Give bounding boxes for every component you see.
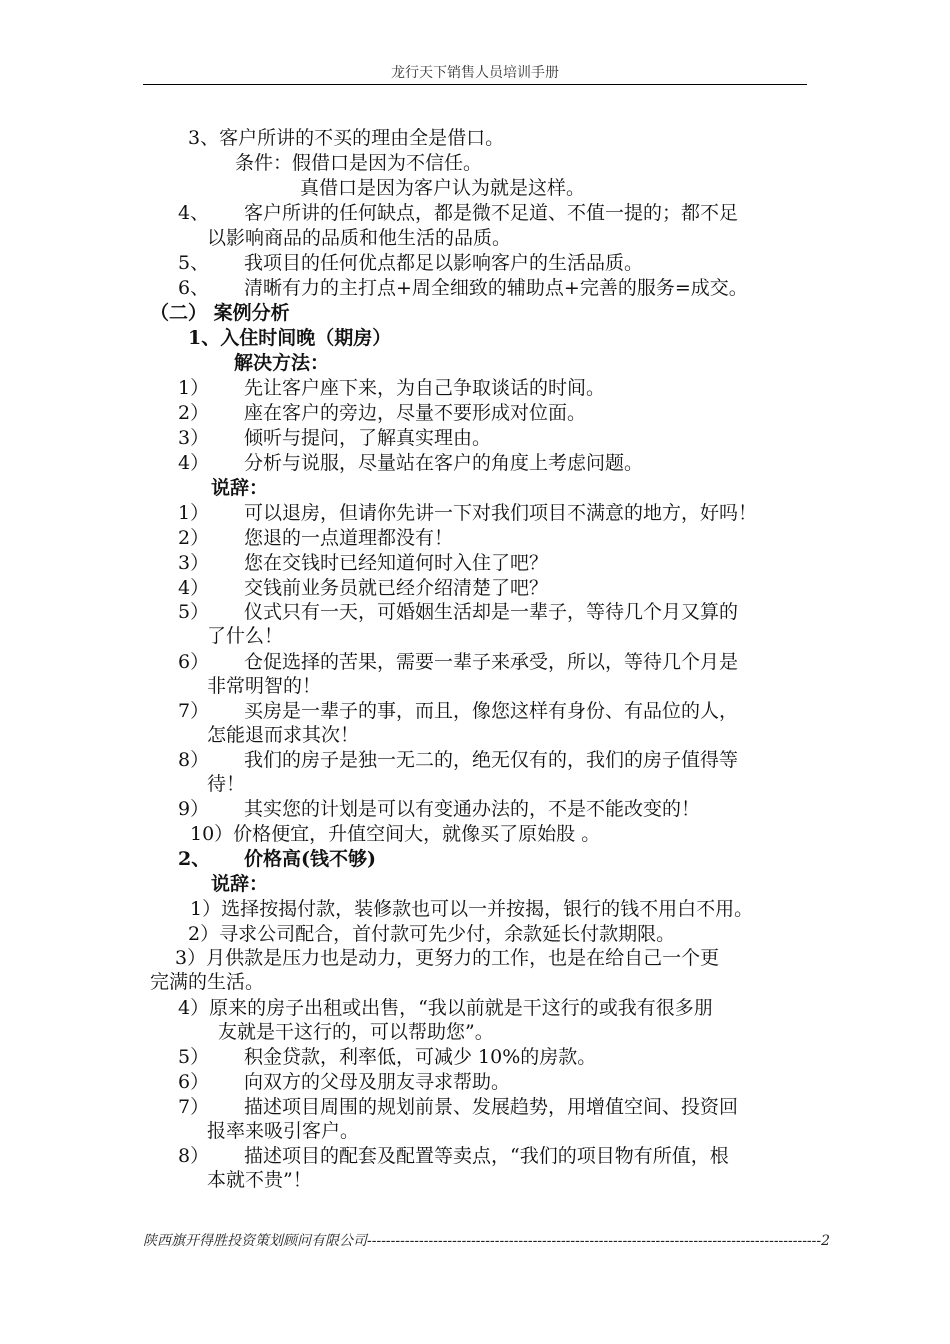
talk-1-text: 可以退房，但请你先讲一下对我们项目不满意的地方，好吗！ (244, 502, 758, 524)
talk-9-text: 其实您的计划是可以有变通办法的，不是不能改变的！ (244, 798, 701, 820)
point-4-number: 4、 (178, 202, 210, 224)
talk-3-number: 3） (178, 552, 210, 574)
talk-5-text-cont: 了什么！ (207, 625, 284, 647)
talk-3-text: 您在交钱时已经知道何时入住了吧？ (244, 552, 549, 574)
talk-2-text: 您退的一点道理都没有！ (244, 527, 454, 549)
point-4-text-cont: 以影响商品的品质和他生活的品质。 (207, 227, 512, 249)
point-4-text: 客户所讲的任何缺点，都是微不足道、不值一提的；都不足 (244, 202, 739, 224)
point-5-text: 我项目的任何优点都足以影响客户的生活品质。 (244, 252, 644, 274)
talk-heading-1: 说辞： (211, 477, 269, 499)
price-talk-6-text: 向双方的父母及朋友寻求帮助。 (244, 1071, 511, 1093)
section-2-heading: （二） 案例分析 (150, 302, 290, 324)
footer-leader-dashes: ------------------------------------------------------------------------------------------------ (367, 1233, 822, 1249)
running-header: 龙行天下销售人员培训手册 (391, 65, 559, 81)
talk-2-number: 2） (178, 527, 210, 549)
talk-7-text-cont: 怎能退而求其次！ (207, 724, 360, 746)
talk-7-text: 买房是一辈子的事，而且，像您这样有身份、有品位的人， (244, 700, 739, 722)
point-3: 3、客户所讲的不买的理由全是借口。 (188, 127, 505, 149)
talk-10-text: 10）价格便宜，升值空间大，就像买了原始股 。 (190, 823, 601, 845)
page-footer (143, 1230, 831, 1250)
solution-4-number: 4） (178, 452, 210, 474)
talk-5-text: 仪式只有一天，可婚姻生活却是一辈子，等待几个月又算的 (244, 601, 739, 623)
solution-2-number: 2） (178, 402, 210, 424)
price-talk-3-cont: 完满的生活。 (150, 971, 265, 993)
solution-1-text: 先让客户座下来，为自己争取谈话的时间。 (244, 377, 606, 399)
case-2-heading: 价格高(钱不够) (244, 848, 376, 870)
header-rule (143, 84, 807, 85)
solution-3-number: 3） (178, 427, 210, 449)
point-5-number: 5、 (178, 252, 210, 274)
solution-3-text: 倾听与提问，了解真实理由。 (244, 427, 492, 449)
talk-5-number: 5） (178, 601, 210, 623)
solution-heading: 解决方法： (234, 352, 330, 374)
solution-1-number: 1） (178, 377, 210, 399)
talk-9-number: 9） (178, 798, 210, 820)
condition-1: 条件：假借口是因为不信任。 (235, 152, 483, 174)
case-2-number: 2、 (178, 848, 211, 870)
price-talk-3: 3）月供款是压力也是动力，更努力的工作，也是在给自己一个更 (175, 947, 720, 969)
point-6-number: 6、 (178, 277, 210, 299)
case-1-heading: 1、入住时间晚（期房） (188, 327, 392, 349)
price-talk-6-number: 6） (178, 1071, 210, 1093)
point-6-text: 清晰有力的主打点+周全细致的辅助点+完善的服务=成交。 (244, 277, 748, 299)
price-talk-7-text-cont: 报率来吸引客户。 (207, 1120, 360, 1142)
talk-7-number: 7） (178, 700, 210, 722)
talk-6-text: 仓促选择的苦果，需要一辈子来承受，所以，等待几个月是 (244, 651, 739, 673)
talk-8-number: 8） (178, 749, 210, 771)
talk-1-number: 1） (178, 502, 210, 524)
solution-4-text: 分析与说服，尽量站在客户的角度上考虑问题。 (244, 452, 644, 474)
price-talk-4-cont: 友就是干这行的，可以帮助您”。 (218, 1021, 494, 1043)
talk-6-number: 6） (178, 651, 210, 673)
price-talk-4: 4）原来的房子出租或出售，“我以前就是干这行的或我有很多朋 (178, 997, 713, 1019)
price-talk-8-number: 8） (178, 1145, 210, 1167)
price-talk-8-text: 描述项目的配套及配置等卖点，“我们的项目物有所值，根 (244, 1145, 729, 1167)
talk-4-number: 4） (178, 577, 210, 599)
price-talk-7-number: 7） (178, 1096, 210, 1118)
talk-heading-2: 说辞： (211, 873, 269, 895)
price-talk-8-text-cont: 本就不贵”！ (207, 1169, 312, 1191)
price-talk-1: 1）选择按揭付款，装修款也可以一并按揭，银行的钱不用白不用。 (190, 898, 754, 920)
condition-2: 真借口是因为客户认为就是这样。 (300, 177, 586, 199)
talk-4-text: 交钱前业务员就已经介绍清楚了吧？ (244, 577, 549, 599)
price-talk-5-number: 5） (178, 1046, 210, 1068)
footer-company: 陕西旗开得胜投资策划顾问有限公司 (143, 1233, 367, 1249)
price-talk-2: 2）寻求公司配合，首付款可先少付，余款延长付款期限。 (188, 923, 676, 945)
price-talk-7-text: 描述项目周围的规划前景、发展趋势，用增值空间、投资回 (244, 1096, 739, 1118)
talk-8-text: 我们的房子是独一无二的，绝无仅有的，我们的房子值得等 (244, 749, 739, 771)
talk-6-text-cont: 非常明智的！ (207, 675, 322, 697)
talk-8-text-cont: 待！ (207, 773, 246, 795)
page-number: 2 (821, 1233, 831, 1249)
solution-2-text: 座在客户的旁边，尽量不要形成对位面。 (244, 402, 587, 424)
price-talk-5-text: 积金贷款，利率低，可减少 10%的房款。 (244, 1046, 597, 1068)
